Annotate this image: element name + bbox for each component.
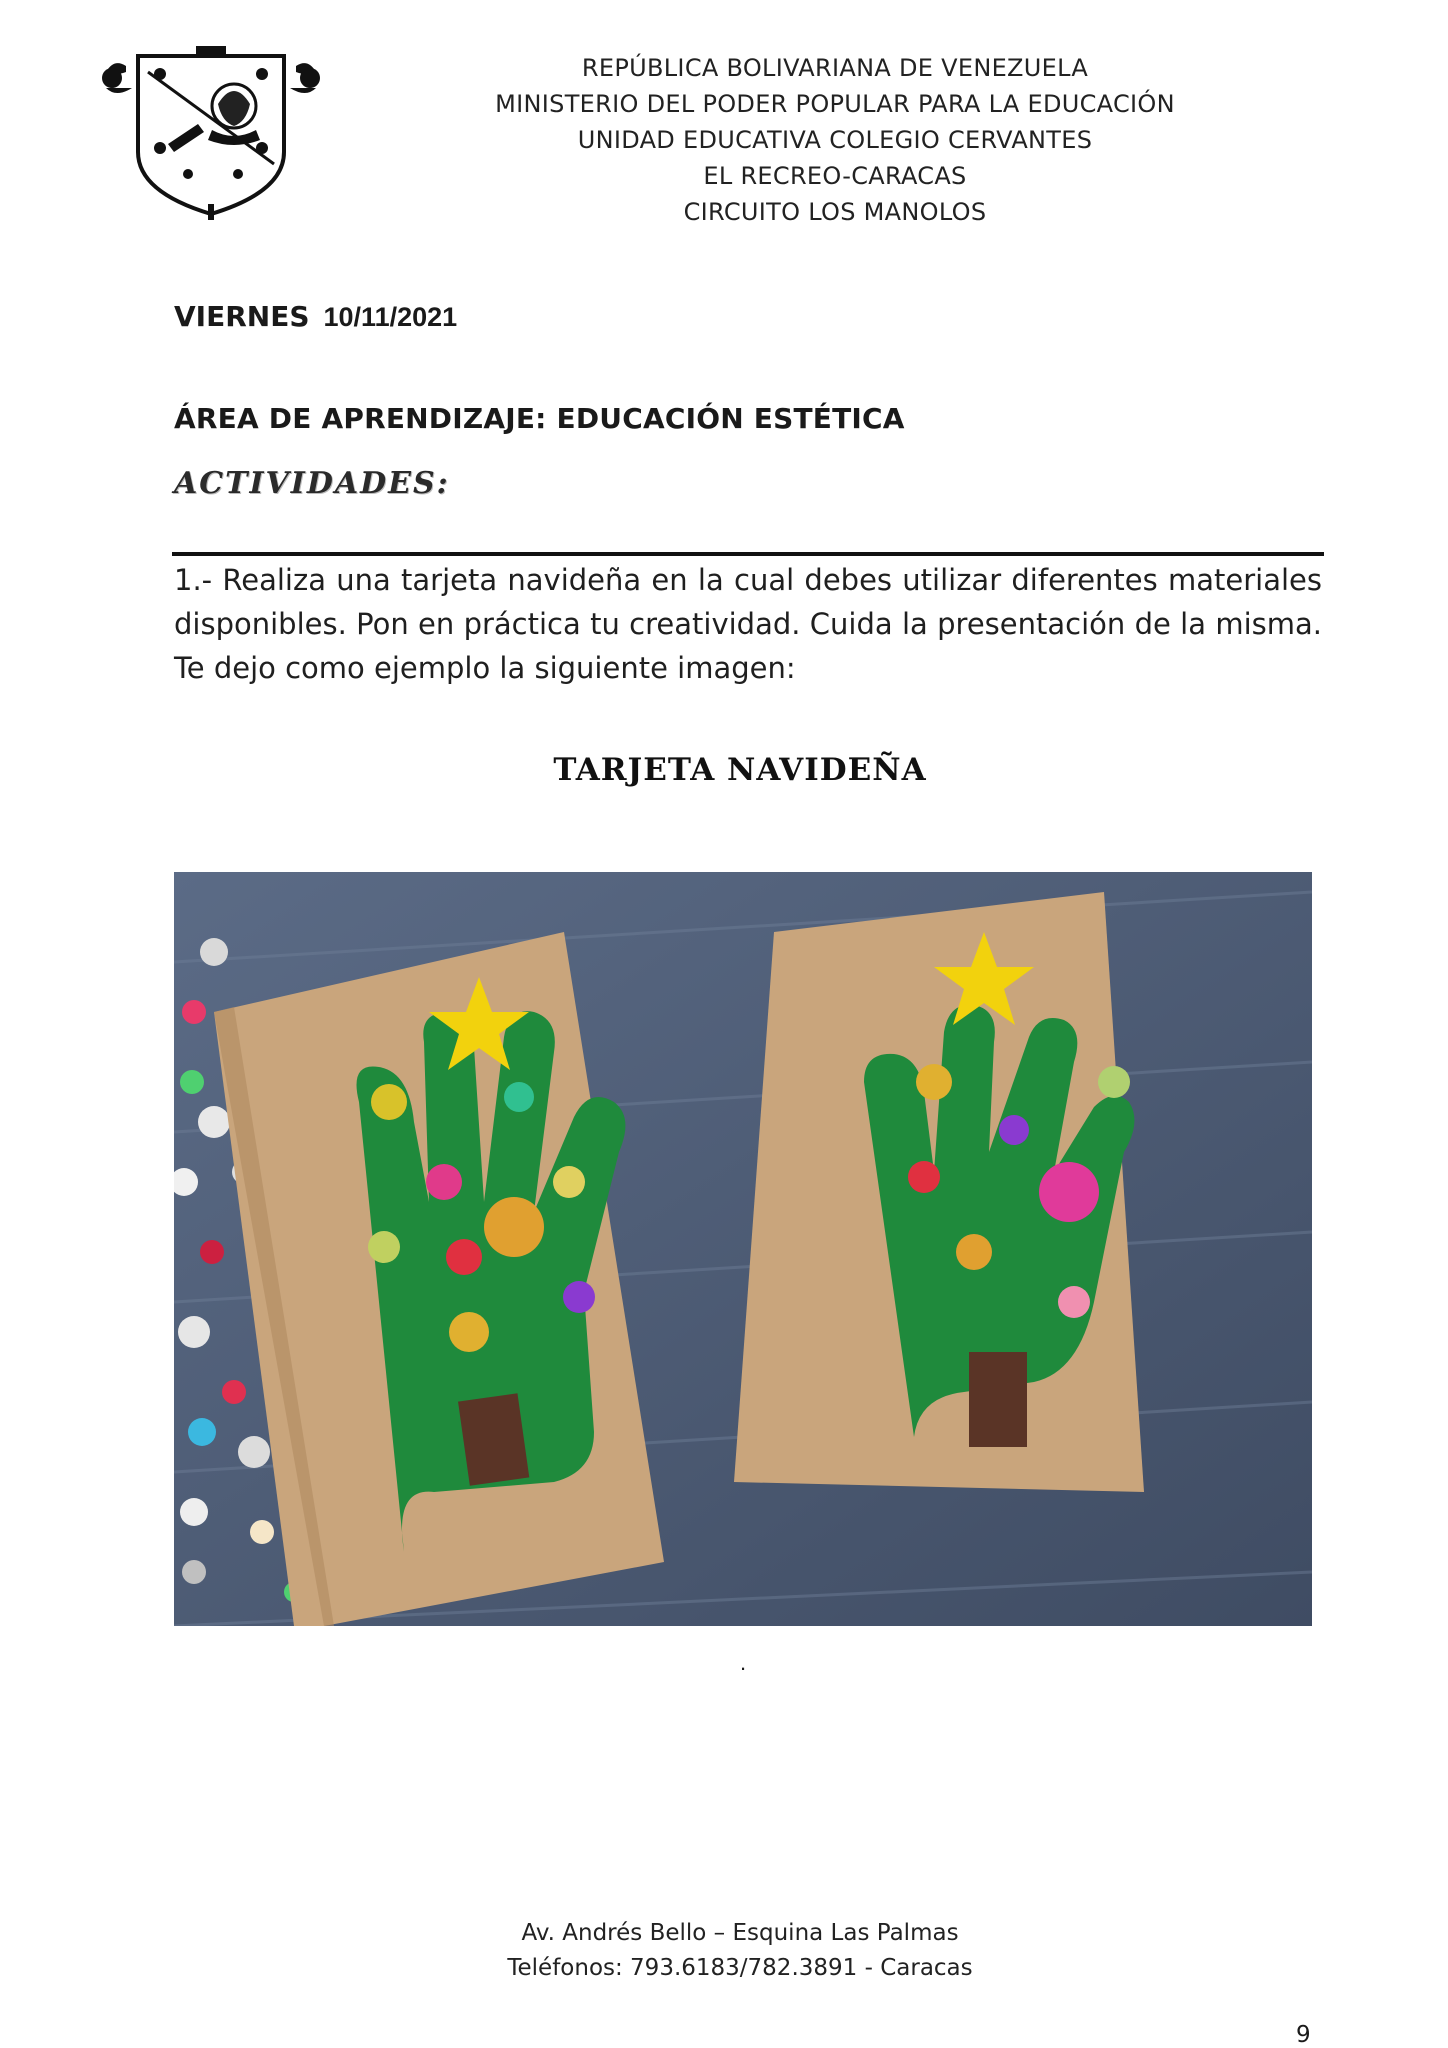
activities-heading: ACTIVIDADES: — [174, 466, 450, 501]
school-crest-icon — [98, 44, 324, 220]
header-school: UNIDAD EDUCATIVA COLEGIO CERVANTES — [577, 126, 1093, 154]
day-label: VIERNES — [174, 300, 310, 333]
header-circuit: CIRCUITO LOS MANOLOS — [683, 198, 987, 226]
footer-phones: Teléfonos: 793.6183/782.3891 - Caracas — [507, 1955, 973, 1981]
date-line — [174, 300, 457, 333]
school-header — [440, 50, 1230, 230]
footer — [400, 1916, 1080, 1986]
card-title: TARJETA NAVIDEÑA — [553, 752, 927, 788]
activity-instruction: 1.- Realiza una tarjeta navideña en la cual debes utilizar diferentes materiales disponibles. Pon en práctica tu creatividad. Cuida la presentación de la misma. Te dejo como ejemplo la siguiente imagen: — [174, 563, 1322, 685]
header-location: EL RECREO-CARACAS — [703, 162, 967, 190]
caption-dot: . — [740, 1650, 747, 1675]
divider — [172, 552, 1324, 556]
example-card-photo — [174, 872, 1312, 1626]
footer-address: Av. Andrés Bello – Esquina Las Palmas — [521, 1920, 959, 1946]
header-ministry: MINISTERIO DEL PODER POPULAR PARA LA EDUCACIÓN — [495, 90, 1175, 118]
learning-area-heading: ÁREA DE APRENDIZAJE: EDUCACIÓN ESTÉTICA — [174, 402, 905, 435]
page-number: 9 — [1296, 2022, 1311, 2048]
header-republic: REPÚBLICA BOLIVARIANA DE VENEZUELA — [581, 54, 1089, 82]
date-value: 10/11/2021 — [323, 302, 458, 332]
